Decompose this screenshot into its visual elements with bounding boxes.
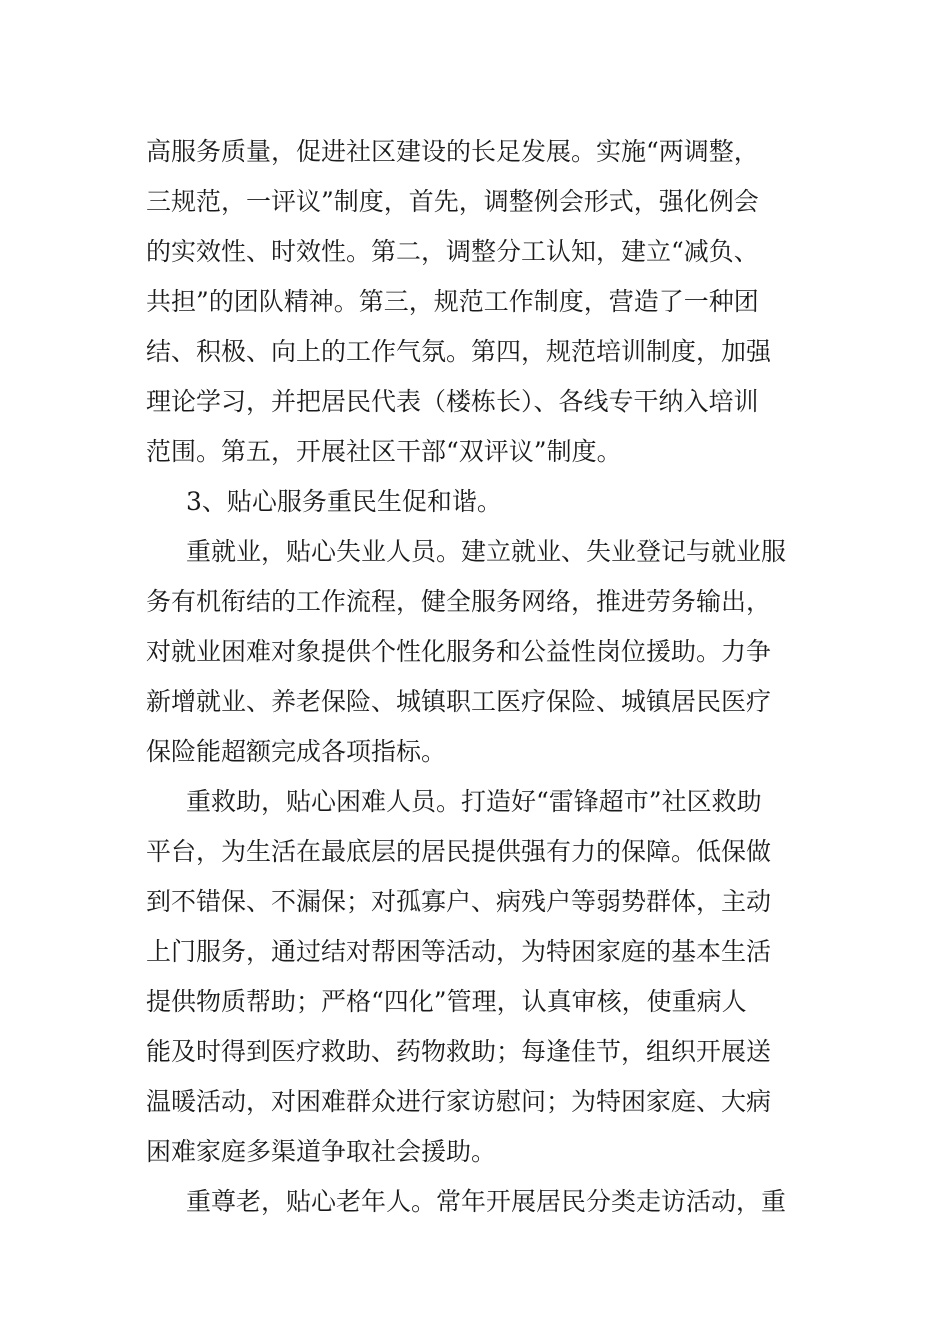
paragraph-line: 保险能超额完成各项指标。	[146, 737, 447, 766]
paragraph-line: 提供物质帮助；严格“四化”管理，认真审核，使重病人	[146, 987, 747, 1016]
paragraph-line: 能及时得到医疗救助、药物救助；每逢佳节，组织开展送	[146, 1037, 772, 1066]
paragraph-line: 的实效性、时效性。第二，调整分工认知，建立“减负、	[146, 237, 759, 266]
paragraph-line: 对就业困难对象提供个性化服务和公益性岗位援助。力争	[146, 637, 772, 666]
paragraph-line: 到不错保、不漏保；对孤寡户、病残户等弱势群体，主动	[146, 887, 772, 916]
paragraph-line: 结、积极、向上的工作气氛。第四，规范培训制度，加强	[146, 337, 772, 366]
paragraph-line: 新增就业、养老保险、城镇职工医疗保险、城镇居民医疗	[146, 687, 772, 716]
paragraph-line: 范围。第五，开展社区干部“双评议”制度。	[146, 437, 622, 466]
paragraph-line: 重尊老，贴心老年人。常年开展居民分类走访活动，重	[186, 1187, 787, 1216]
paragraph-line: 三规范，一评议”制度，首先，调整例会形式，强化例会	[146, 187, 759, 216]
paragraph-line: 温暖活动，对困难群众进行家访慰问；为特困家庭、大病	[146, 1087, 772, 1116]
section-heading: 3、贴心服务重民生促和谐。	[186, 487, 502, 516]
paragraph-line: 上门服务，通过结对帮困等活动，为特困家庭的基本生活	[146, 937, 772, 966]
paragraph-line: 共担”的团队精神。第三，规范工作制度，营造了一种团	[146, 287, 759, 316]
paragraph-line: 理论学习，并把居民代表（楼栋长）、各线专干纳入培训	[146, 387, 759, 416]
paragraph-line: 高服务质量，促进社区建设的长足发展。实施“两调整，	[146, 137, 759, 166]
paragraph-line: 平台，为生活在最底层的居民提供强有力的保障。低保做	[146, 837, 772, 866]
paragraph-line: 重救助，贴心困难人员。打造好“雷锋超市”社区救助	[186, 787, 762, 816]
paragraph-line: 困难家庭多渠道争取社会援助。	[146, 1137, 497, 1166]
paragraph-line: 务有机衔结的工作流程，健全服务网络，推进劳务输出，	[146, 587, 772, 616]
paragraph-line: 重就业，贴心失业人员。建立就业、失业登记与就业服	[186, 537, 787, 566]
